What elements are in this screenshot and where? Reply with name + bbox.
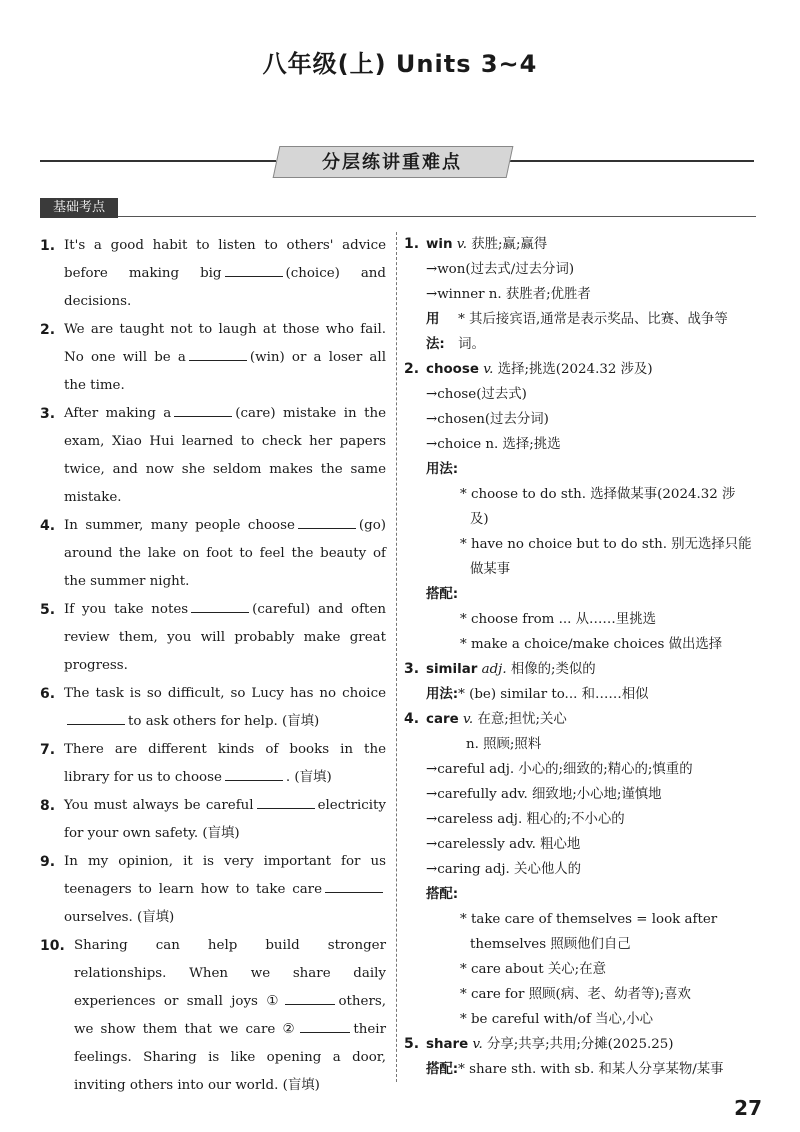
exercise-text: ourselves. (盲填) (64, 910, 175, 925)
exercise-item (40, 316, 386, 400)
exercise-item (40, 400, 386, 512)
exercise-text: (win) or a loser all the time. (64, 350, 386, 393)
note-number: 2. (404, 361, 420, 377)
exercise-number: 9. (40, 854, 56, 870)
exercise-text: electricity for your own safety. (盲填) (64, 798, 386, 841)
exercise-text: In my opinion, it is very important for us teenagers to learn how to take care (64, 854, 386, 897)
exercise-text: It's a good habit to listen to others' advice before making big (64, 238, 386, 281)
collocation-label: 搭配: (426, 887, 459, 902)
note-derivative: →choice n. 选择;挑选 (426, 437, 561, 452)
exercise-number: 2. (40, 322, 56, 338)
collocation-text: * be careful with/of 当心,小心 (460, 1012, 653, 1027)
exercise-number: 3. (40, 406, 56, 422)
note-meaning: 相像的;类似的 (510, 662, 596, 677)
exercise-column (40, 232, 386, 1100)
banner-title: 分层练讲重难点 (322, 152, 462, 173)
answer-blank[interactable] (225, 262, 283, 277)
usage-text: * have no choice but to do sth. 别无选择只能做某事 (460, 537, 752, 577)
note-pos: v. (456, 237, 467, 252)
note-number: 1. (404, 236, 420, 252)
exercise-text: (careful) and often review them, you will probably make great progress. (64, 602, 386, 673)
exercise-text: In summer, many people choose (64, 518, 295, 533)
note-derivative: →chose(过去式) (426, 387, 527, 402)
exercise-item (40, 932, 386, 1100)
exercise-text: (choice) and decisions. (64, 266, 386, 309)
note-entry (404, 707, 754, 732)
note-derivative: →caring adj. 关心他人的 (426, 862, 582, 877)
exercise-text: We are taught not to laugh at those who fail. No one will be a (64, 322, 386, 365)
note-derivative: →careful adj. 小心的;细致的;精心的;慎重的 (426, 762, 693, 777)
note-meaning: n. 照顾;照料 (466, 737, 542, 752)
exercise-text: After making a (64, 406, 172, 421)
collocation-text: * share sth. with sb. 和某人分享某物/某事 (458, 1062, 724, 1077)
note-word: choose (426, 362, 479, 377)
collocation-text: * care for 照顾(病、老、幼者等);喜欢 (460, 987, 691, 1002)
note-number: 3. (404, 661, 420, 677)
exercise-text: . (盲填) (285, 770, 332, 785)
section-rule (118, 216, 756, 217)
note-meaning: 获胜;赢;赢得 (471, 237, 548, 252)
note-derivative: →chosen(过去分词) (426, 412, 549, 427)
note-meaning: 分享;共享;共用;分摊(2025.25) (487, 1037, 674, 1052)
note-derivative: →carelessly adv. 粗心地 (426, 837, 581, 852)
exercise-item (40, 512, 386, 596)
note-derivative: →carefully adv. 细致地;小心地;谨慎地 (426, 787, 662, 802)
exercise-number: 8. (40, 798, 56, 814)
note-word: similar (426, 662, 478, 677)
answer-blank[interactable] (285, 990, 335, 1005)
note-derivative: →winner n. 获胜者;优胜者 (426, 287, 591, 302)
collocation-text: * choose from ... 从……里挑选 (460, 612, 656, 627)
usage-label: 用法: (426, 462, 459, 477)
collocation-text: * make a choice/make choices 做出选择 (460, 637, 723, 652)
usage-text: * choose to do sth. 选择做某事(2024.32 涉及) (460, 487, 736, 527)
blank-marker: ① (266, 994, 283, 1009)
note-pos: v. (462, 712, 474, 727)
usage-label: 用法: (426, 312, 445, 352)
exercise-item (40, 848, 386, 932)
collocation-text: * care about 关心;在意 (460, 962, 606, 977)
exercise-text: others, we show them that we care (74, 994, 386, 1037)
collocation-text: * take care of themselves = look after themselves 照顾他们自己 (460, 912, 718, 952)
note-derivative: →won(过去式/过去分词) (426, 262, 575, 277)
note-word: win (426, 237, 453, 252)
exercise-text: If you take notes (64, 602, 189, 617)
exercise-item (40, 232, 386, 316)
answer-blank[interactable] (174, 402, 232, 417)
exercise-number: 4. (40, 518, 56, 534)
collocation-label: 搭配: (426, 1062, 459, 1077)
exercise-number: 5. (40, 602, 56, 618)
note-number: 4. (404, 711, 420, 727)
exercise-text: to ask others for help. (盲填) (128, 714, 320, 729)
note-number: 5. (404, 1036, 420, 1052)
note-pos: v. (483, 362, 494, 377)
exercise-number: 1. (40, 238, 56, 254)
usage-text: * (be) similar to... 和……相似 (458, 687, 649, 702)
banner-rule-left (40, 160, 276, 162)
note-entry (404, 1032, 754, 1057)
exercise-item (40, 792, 386, 848)
exercise-number: 10. (40, 938, 65, 954)
note-meaning: 在意;担忧;关心 (477, 712, 567, 727)
page-number: 27 (734, 1096, 762, 1120)
note-entry (404, 357, 754, 382)
column-divider (396, 232, 397, 1082)
banner-rule-right (508, 160, 754, 162)
exercise-text: (care) mistake in the exam, Xiao Hui learned to check her papers twice, and now she seldom makes the same mistake. (64, 406, 386, 505)
exercise-text: The task is so difficult, so Lucy has no choice (64, 686, 386, 701)
exercise-number: 7. (40, 742, 56, 758)
exercise-number: 6. (40, 686, 56, 702)
section-tag: 基础考点 (40, 198, 118, 218)
usage-label: 用法: (426, 687, 459, 702)
exercise-item (40, 596, 386, 680)
exercise-text: There are different kinds of books in the library for us to choose (64, 742, 386, 785)
note-entry (404, 657, 754, 682)
exercise-text: (go) around the lake on foot to feel the beauty of the summer night. (64, 518, 386, 589)
answer-blank[interactable] (189, 346, 247, 361)
exercise-item (40, 680, 386, 736)
answer-blank[interactable] (67, 710, 125, 725)
note-word: share (426, 1037, 469, 1052)
blank-marker: ② (282, 1022, 298, 1037)
exercise-text: their feelings. Sharing is like opening a door, inviting others into our world. (盲填) (74, 1022, 386, 1093)
answer-blank[interactable] (191, 598, 249, 613)
note-entry (404, 232, 754, 257)
note-word: care (426, 712, 459, 727)
exercise-text: You must always be careful (64, 798, 254, 813)
note-pos: adj. (481, 662, 507, 677)
answer-blank[interactable] (257, 794, 315, 809)
answer-blank[interactable] (225, 766, 283, 781)
answer-blank[interactable] (298, 514, 356, 529)
exercise-item (40, 736, 386, 792)
note-meaning: 选择;挑选(2024.32 涉及) (497, 362, 653, 377)
answer-blank[interactable] (300, 1018, 350, 1033)
note-derivative: →careless adj. 粗心的;不小心的 (426, 812, 625, 827)
usage-text: * 其后接宾语,通常是表示奖品、比赛、战争等词。 (458, 312, 728, 352)
note-pos: v. (472, 1037, 483, 1052)
page-title: 八年级(上) Units 3~4 (262, 50, 538, 78)
exercise-text: Sharing can help build stronger relationships. When we share daily experiences or small joys (74, 938, 386, 1009)
answer-blank[interactable] (325, 878, 383, 893)
collocation-label: 搭配: (426, 587, 459, 602)
notes-column (404, 232, 754, 1082)
